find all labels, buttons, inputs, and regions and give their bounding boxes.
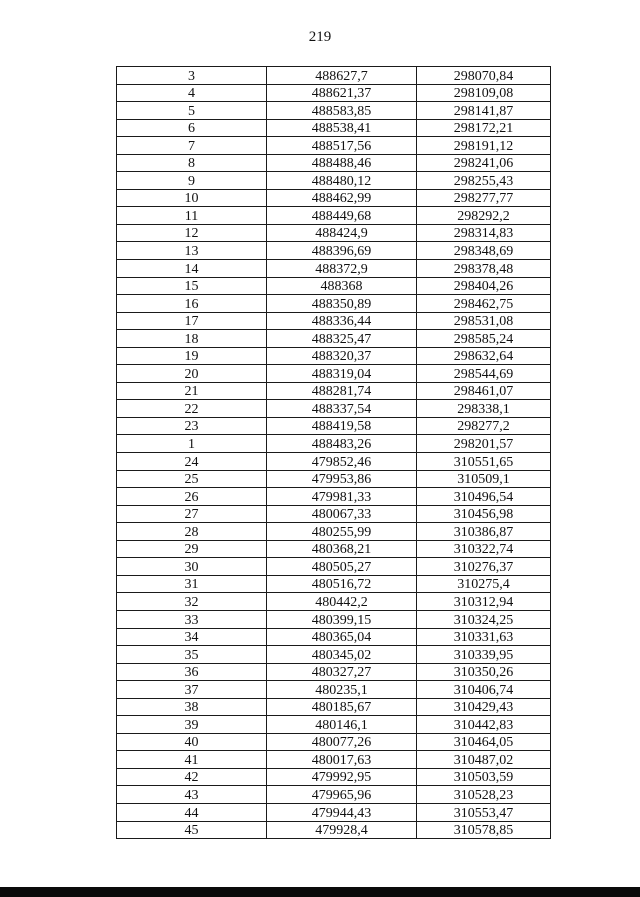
table-row	[117, 575, 551, 593]
table-row	[117, 224, 551, 242]
coordinates-table	[116, 66, 551, 839]
x-coordinate-cell: 488621,37	[267, 84, 417, 102]
table-row	[117, 417, 551, 435]
x-coordinate-cell: 488319,04	[267, 365, 417, 383]
y-coordinate-cell: 298531,08	[417, 312, 551, 330]
x-coordinate-cell: 480077,26	[267, 733, 417, 751]
y-coordinate-cell: 298141,87	[417, 102, 551, 120]
scan-bottom-edge	[0, 887, 640, 897]
x-coordinate-cell: 480235,1	[267, 681, 417, 699]
table-row	[117, 523, 551, 541]
table-row	[117, 260, 551, 278]
point-number-cell: 8	[117, 154, 267, 172]
x-coordinate-cell: 488325,47	[267, 330, 417, 348]
point-number-cell: 42	[117, 768, 267, 786]
y-coordinate-cell: 298462,75	[417, 295, 551, 313]
point-number-cell: 1	[117, 435, 267, 453]
x-coordinate-cell: 488627,7	[267, 67, 417, 85]
y-coordinate-cell: 298070,84	[417, 67, 551, 85]
y-coordinate-cell: 310553,47	[417, 803, 551, 821]
point-number-cell: 41	[117, 751, 267, 769]
x-coordinate-cell: 488424,9	[267, 224, 417, 242]
table-row	[117, 347, 551, 365]
table-row	[117, 628, 551, 646]
y-coordinate-cell: 310324,25	[417, 610, 551, 628]
table-row	[117, 207, 551, 225]
point-number-cell: 3	[117, 67, 267, 85]
table-row	[117, 663, 551, 681]
point-number-cell: 22	[117, 400, 267, 418]
x-coordinate-cell: 488419,58	[267, 417, 417, 435]
table-row	[117, 84, 551, 102]
y-coordinate-cell: 310551,65	[417, 453, 551, 471]
table-row	[117, 102, 551, 120]
point-number-cell: 7	[117, 137, 267, 155]
y-coordinate-cell: 310578,85	[417, 821, 551, 839]
table-row	[117, 242, 551, 260]
point-number-cell: 18	[117, 330, 267, 348]
x-coordinate-cell: 480067,33	[267, 505, 417, 523]
x-coordinate-cell: 479944,43	[267, 803, 417, 821]
y-coordinate-cell: 298585,24	[417, 330, 551, 348]
y-coordinate-cell: 298277,2	[417, 417, 551, 435]
table-row	[117, 400, 551, 418]
y-coordinate-cell: 298632,64	[417, 347, 551, 365]
x-coordinate-cell: 488336,44	[267, 312, 417, 330]
x-coordinate-cell: 479981,33	[267, 488, 417, 506]
x-coordinate-cell: 480185,67	[267, 698, 417, 716]
x-coordinate-cell: 488488,46	[267, 154, 417, 172]
coordinates-table-body	[117, 67, 551, 839]
y-coordinate-cell: 298404,26	[417, 277, 551, 295]
table-row	[117, 733, 551, 751]
y-coordinate-cell: 310429,43	[417, 698, 551, 716]
table-row	[117, 67, 551, 85]
table-row	[117, 453, 551, 471]
y-coordinate-cell: 310331,63	[417, 628, 551, 646]
point-number-cell: 14	[117, 260, 267, 278]
table-row	[117, 681, 551, 699]
x-coordinate-cell: 480365,04	[267, 628, 417, 646]
y-coordinate-cell: 310275,4	[417, 575, 551, 593]
point-number-cell: 23	[117, 417, 267, 435]
y-coordinate-cell: 310503,59	[417, 768, 551, 786]
table-row	[117, 593, 551, 611]
x-coordinate-cell: 480327,27	[267, 663, 417, 681]
table-row	[117, 312, 551, 330]
point-number-cell: 44	[117, 803, 267, 821]
y-coordinate-cell: 298277,77	[417, 189, 551, 207]
x-coordinate-cell: 488337,54	[267, 400, 417, 418]
y-coordinate-cell: 298255,43	[417, 172, 551, 190]
x-coordinate-cell: 480146,1	[267, 716, 417, 734]
x-coordinate-cell: 488281,74	[267, 382, 417, 400]
point-number-cell: 12	[117, 224, 267, 242]
x-coordinate-cell: 480255,99	[267, 523, 417, 541]
y-coordinate-cell: 298109,08	[417, 84, 551, 102]
table-row	[117, 295, 551, 313]
y-coordinate-cell: 310528,23	[417, 786, 551, 804]
y-coordinate-cell: 310386,87	[417, 523, 551, 541]
table-row	[117, 716, 551, 734]
x-coordinate-cell: 480399,15	[267, 610, 417, 628]
x-coordinate-cell: 479965,96	[267, 786, 417, 804]
point-number-cell: 9	[117, 172, 267, 190]
x-coordinate-cell: 479852,46	[267, 453, 417, 471]
point-number-cell: 43	[117, 786, 267, 804]
point-number-cell: 17	[117, 312, 267, 330]
y-coordinate-cell: 298461,07	[417, 382, 551, 400]
x-coordinate-cell: 480345,02	[267, 646, 417, 664]
x-coordinate-cell: 479928,4	[267, 821, 417, 839]
point-number-cell: 10	[117, 189, 267, 207]
x-coordinate-cell: 488368	[267, 277, 417, 295]
table-row	[117, 365, 551, 383]
point-number-cell: 20	[117, 365, 267, 383]
point-number-cell: 33	[117, 610, 267, 628]
y-coordinate-cell: 310276,37	[417, 558, 551, 576]
point-number-cell: 40	[117, 733, 267, 751]
point-number-cell: 25	[117, 470, 267, 488]
x-coordinate-cell: 488583,85	[267, 102, 417, 120]
x-coordinate-cell: 488320,37	[267, 347, 417, 365]
point-number-cell: 32	[117, 593, 267, 611]
point-number-cell: 4	[117, 84, 267, 102]
table-row	[117, 119, 551, 137]
y-coordinate-cell: 298241,06	[417, 154, 551, 172]
y-coordinate-cell: 310487,02	[417, 751, 551, 769]
x-coordinate-cell: 488538,41	[267, 119, 417, 137]
point-number-cell: 35	[117, 646, 267, 664]
table-row	[117, 540, 551, 558]
page-number: 219	[308, 29, 332, 45]
y-coordinate-cell: 310350,26	[417, 663, 551, 681]
point-number-cell: 24	[117, 453, 267, 471]
y-coordinate-cell: 298378,48	[417, 260, 551, 278]
x-coordinate-cell: 488372,9	[267, 260, 417, 278]
y-coordinate-cell: 298191,12	[417, 137, 551, 155]
y-coordinate-cell: 310496,54	[417, 488, 551, 506]
x-coordinate-cell: 488449,68	[267, 207, 417, 225]
point-number-cell: 45	[117, 821, 267, 839]
table-row	[117, 558, 551, 576]
x-coordinate-cell: 488480,12	[267, 172, 417, 190]
x-coordinate-cell: 488483,26	[267, 435, 417, 453]
y-coordinate-cell: 310406,74	[417, 681, 551, 699]
point-number-cell: 34	[117, 628, 267, 646]
x-coordinate-cell: 480442,2	[267, 593, 417, 611]
y-coordinate-cell: 310339,95	[417, 646, 551, 664]
table-row	[117, 803, 551, 821]
y-coordinate-cell: 298201,57	[417, 435, 551, 453]
table-row	[117, 768, 551, 786]
point-number-cell: 36	[117, 663, 267, 681]
x-coordinate-cell: 488462,99	[267, 189, 417, 207]
point-number-cell: 13	[117, 242, 267, 260]
point-number-cell: 38	[117, 698, 267, 716]
table-row	[117, 488, 551, 506]
y-coordinate-cell: 298292,2	[417, 207, 551, 225]
x-coordinate-cell: 480505,27	[267, 558, 417, 576]
y-coordinate-cell: 298314,83	[417, 224, 551, 242]
x-coordinate-cell: 480368,21	[267, 540, 417, 558]
table-row	[117, 435, 551, 453]
y-coordinate-cell: 298338,1	[417, 400, 551, 418]
point-number-cell: 31	[117, 575, 267, 593]
point-number-cell: 30	[117, 558, 267, 576]
point-number-cell: 15	[117, 277, 267, 295]
y-coordinate-cell: 310509,1	[417, 470, 551, 488]
table-row	[117, 751, 551, 769]
table-row	[117, 786, 551, 804]
x-coordinate-cell: 488396,69	[267, 242, 417, 260]
point-number-cell: 37	[117, 681, 267, 699]
y-coordinate-cell: 298544,69	[417, 365, 551, 383]
table-row	[117, 137, 551, 155]
point-number-cell: 28	[117, 523, 267, 541]
point-number-cell: 6	[117, 119, 267, 137]
point-number-cell: 27	[117, 505, 267, 523]
x-coordinate-cell: 488517,56	[267, 137, 417, 155]
table-row	[117, 646, 551, 664]
table-row	[117, 154, 551, 172]
point-number-cell: 29	[117, 540, 267, 558]
y-coordinate-cell: 310442,83	[417, 716, 551, 734]
table-row	[117, 505, 551, 523]
table-row	[117, 189, 551, 207]
y-coordinate-cell: 310322,74	[417, 540, 551, 558]
point-number-cell: 21	[117, 382, 267, 400]
y-coordinate-cell: 298348,69	[417, 242, 551, 260]
y-coordinate-cell: 310464,05	[417, 733, 551, 751]
point-number-cell: 26	[117, 488, 267, 506]
point-number-cell: 5	[117, 102, 267, 120]
y-coordinate-cell: 310456,98	[417, 505, 551, 523]
point-number-cell: 11	[117, 207, 267, 225]
table-row	[117, 698, 551, 716]
x-coordinate-cell: 480516,72	[267, 575, 417, 593]
y-coordinate-cell: 298172,21	[417, 119, 551, 137]
table-row	[117, 277, 551, 295]
x-coordinate-cell: 488350,89	[267, 295, 417, 313]
table-row	[117, 821, 551, 839]
point-number-cell: 39	[117, 716, 267, 734]
table-row	[117, 382, 551, 400]
table-row	[117, 172, 551, 190]
table-row	[117, 330, 551, 348]
x-coordinate-cell: 480017,63	[267, 751, 417, 769]
point-number-cell: 16	[117, 295, 267, 313]
x-coordinate-cell: 479992,95	[267, 768, 417, 786]
point-number-cell: 19	[117, 347, 267, 365]
table-row	[117, 610, 551, 628]
y-coordinate-cell: 310312,94	[417, 593, 551, 611]
table-row	[117, 470, 551, 488]
x-coordinate-cell: 479953,86	[267, 470, 417, 488]
